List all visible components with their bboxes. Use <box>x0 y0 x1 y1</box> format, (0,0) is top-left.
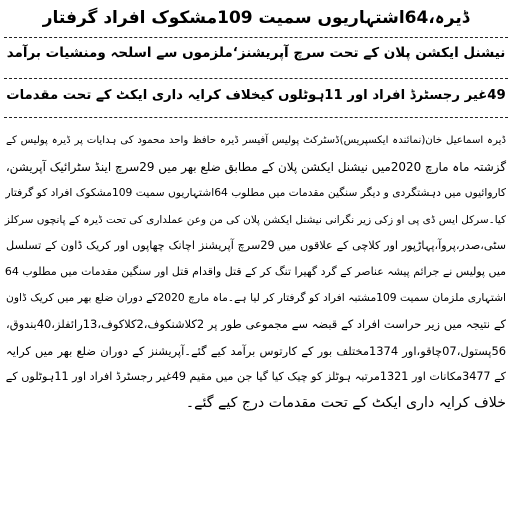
body-line: خلاف کرایہ داری ایکٹ کے تحت مقدمات درج کیے گئے۔ <box>185 394 506 411</box>
body-line: 56پستول،07چاقو،اور 1374مختلف بور کے کارتوس برآمد کیے گئے۔آپریشنز کے دوران ضلع بھر میں کرایہ <box>6 343 507 358</box>
body-line: ڈیرہ اسماعیل خان(نمائندہ ایکسپریس)ڈسٹرکٹ پولیس آفیسر ڈیرہ حافظ واحد محمود کی ہدایات پر ڈیرہ پولیس کے <box>6 135 506 146</box>
subheadline: نیشنل ایکشن پلان کے تحت سرچ آپریشنز‘ملزموں سے اسلحہ ومنشیات برآمد <box>6 45 506 61</box>
divider <box>4 37 508 38</box>
body-line: کاروائیوں میں دہشتگردی و دیگر سنگین مقدمات میں مطلوب 64اشتہاریوں سمیت 109مشکوک افراد کو گرفتار <box>5 186 506 200</box>
divider <box>4 78 508 79</box>
divider <box>4 117 508 118</box>
body-line: سٹی،صدر،پروآ،پہاڑپور اور کلاچی کے علاقوں میں 29سرچ آپریشنز اچانک چھاپوں اور کریک ڈاون کے تسلسل <box>6 238 506 252</box>
body-line: گزشتہ ماہ مارچ 2020میں نیشنل ایکشن پلان کے مطابق ضلع بھر میں 29سرچ اینڈ سٹرائیک آپریشن، <box>5 160 506 175</box>
article-body <box>6 128 506 416</box>
body-line: اشتہاری ملزمان سمیت 109مشتبہ افراد کو گرفتار کر لیا ہے۔ماہ مارچ 2020کے دوران ضلع بھر میں کریک ڈاون <box>6 291 506 305</box>
headline: ڈیرہ،64اشتہاریوں سمیت 109مشکوک افراد گرفتار <box>42 8 470 28</box>
body-line: میں پولیس نے جرائم پیشہ عناصر کے گرد گھیرا تنگ کر کے قتل واقدام قتل اور سنگین مقدمات میں مطلوب 64 <box>4 264 506 278</box>
subheadline: 49غیر رجسٹرڈ افراد اور 11ہوٹلوں کیخلاف کرایہ داری ایکٹ کے تحت مقدمات <box>6 88 506 103</box>
body-line: کے 3477مکانات اور 1321مرتبہ ہوٹلز کو چیک کیا گیا جن میں مقیم 49غیر رجسٹرڈ افراد اور 11ہوٹلوں کے <box>5 369 506 383</box>
body-line: کیا۔سرکل ایس ڈی پی او زکی زیر نگرانی نیشنل ایکشن پلان کی من وعن عملداری کی تحت ڈیرہ کے پانچوں سرکلز <box>4 213 506 226</box>
body-line: کے نتیجہ میں زیر حراست افراد کے قبضہ سے مجموعی طور پر 2کلاشنکوف،2کلاکوف،13رائفلز،40بندوق، <box>6 317 506 332</box>
